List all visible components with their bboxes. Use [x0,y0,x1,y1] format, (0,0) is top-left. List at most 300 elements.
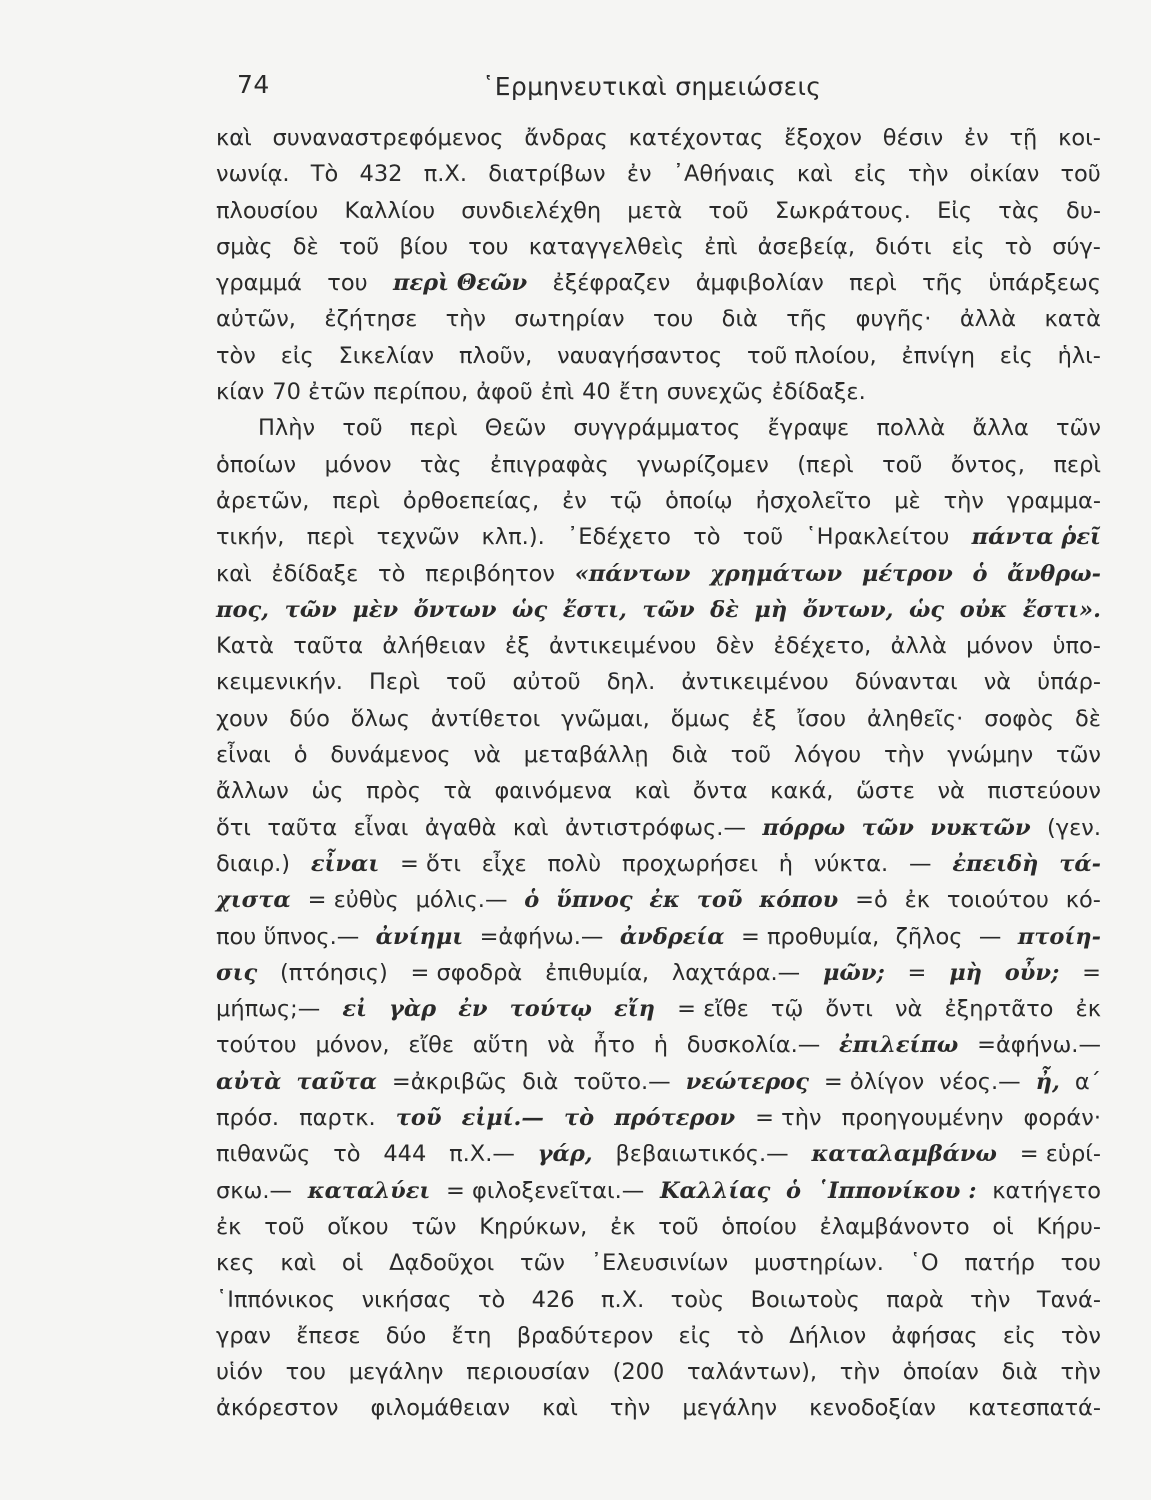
word: τῶν [520,1250,565,1277]
text-line [216,1318,1101,1354]
word: διὰ [1001,1359,1038,1386]
word: φιλομάθειαν [370,1395,511,1422]
word: α΄ [1074,1068,1101,1095]
emphasized-term: τούτῳ [509,996,592,1023]
word: αὐτοῦ [512,669,581,696]
word: μὲ [894,487,921,514]
emphasized-term: ἐν [458,996,488,1023]
emphasized-term: «πάντων [574,560,691,587]
word: καὶ [280,1250,317,1277]
emphasized-term: περὶ Θεῶν [393,270,528,297]
emphasized-term: ὡς [512,596,548,623]
word: τοῦ [1060,161,1101,188]
word: τοῦ πλοίου, [747,342,877,369]
word: 444 [383,1141,427,1168]
word: πιθανῶς [216,1141,311,1168]
emphasized-term: γάρ, [537,1141,593,1168]
word: βεβαιωτικός.— [615,1141,789,1168]
word: ἔπεσε [296,1322,361,1349]
word: ἔγραψε [767,415,850,442]
word: ᾿Αθήναις [672,161,776,188]
word: ἔτη [618,379,659,406]
word: ἀκόρεστον [216,1395,339,1422]
word: φοράν· [1023,1105,1101,1132]
word: νὰ [983,669,1012,696]
word: νὰ [894,996,923,1023]
emphasized-term: ὕπνος [556,887,633,914]
word: τοῦ [446,669,487,696]
emphasized-term: τοῦ [696,887,743,914]
word: ὄντος, [950,451,1025,478]
word: Σωκράτους. [774,197,911,224]
word: — [978,923,1002,950]
word: συνεχῶς [666,379,764,406]
text-line [216,556,1101,592]
word: περὶ [409,415,458,442]
word: τοῦ [742,524,784,551]
text-line [216,592,1101,628]
word: ὀρθοεπείας, [402,487,540,514]
word: ἄλλων [216,778,289,805]
text-line [216,447,1101,483]
word: τοῦ [730,742,772,769]
text-line [216,919,1101,955]
word: ὅλως [350,705,410,732]
word: = εὑρί- [1019,1141,1101,1168]
word: μεγάλην [348,1359,444,1386]
word: ἔξοχον [784,125,862,151]
word: ἀλλὰ [959,306,1017,333]
word: μόνον, [315,1032,390,1059]
word: ἐκ [1075,996,1101,1023]
word: π.Χ. [601,1286,645,1313]
emphasized-term: ἄνθρω- [1007,560,1101,587]
word: τὴν [884,742,925,769]
word: νὰ [937,778,965,805]
emphasized-term: πάντα ῥεῖ [971,524,1101,551]
word: χουν [216,705,269,732]
emphasized-term: ἐκ [649,887,680,914]
emphasized-term: ἐπιλείπω [839,1032,959,1059]
emphasized-term: εἶναι [310,850,380,877]
word: κατεσπατά- [968,1395,1101,1422]
word: ἐκ [610,1213,636,1240]
word: εἶχε [481,850,527,877]
emphasized-term: σις [216,959,258,986]
word: ταῦτα [293,633,364,660]
word: = [907,959,927,986]
word: τὸ [693,524,721,551]
word: εἶναι [353,814,409,841]
word: τοῦτο.— [573,1068,671,1095]
word: διὰ [522,1068,559,1095]
word: του [468,233,509,260]
page-number: 74 [237,70,270,99]
word: ἐλαμβάνοντο [819,1213,970,1240]
word: ᾿Εδέχετο [567,524,671,551]
emphasized-term: πόρρω [762,814,846,841]
word: ὅμως [670,705,731,732]
word: = προθυμία, [740,923,880,950]
text-line [216,664,1101,700]
word: καὶ [512,814,549,841]
word: ἡ [778,850,794,877]
emphasized-term: ὄντων, [802,596,894,623]
text-line [216,1100,1101,1136]
word: Κατὰ [216,633,274,660]
emphasized-term: τῶν [642,596,695,623]
word: διὰ [671,742,708,769]
word: ἀφοῦ [476,379,533,406]
word: δὲ [292,233,319,260]
word: μήπως;— [216,996,321,1023]
word: ἦτο [593,1032,635,1059]
text-line [216,374,1101,410]
emphasized-term: ταῦτα [296,1068,377,1095]
word: ἐπὶ [540,379,575,406]
word: δύνανται [854,669,958,696]
word: ἴσου [797,705,847,732]
word: τὴν [970,1286,1011,1313]
word: ἐπιθυμία, [545,959,650,986]
word: νωνίᾳ. [216,161,290,188]
word: ὄντι [825,996,873,1023]
word: ὅτι [216,814,251,841]
text-line [216,120,1101,156]
emphasized-term: εἰμί.— [461,1105,544,1132]
word: νὰ [473,742,501,769]
word: δυ- [1066,197,1101,224]
word: = εὐθὺς [307,887,399,914]
word: Βοιωτοὺς [750,1286,860,1313]
emphasized-term: οὐκ [959,596,1008,623]
word: ἐκ [904,887,931,914]
word: τὴν [609,1395,651,1422]
word: ἀληθεῖς· [867,705,964,732]
word: βραδύτερον [516,1322,654,1349]
word: κειμενικήν. [216,669,343,696]
word: τῇ [1009,125,1038,151]
word: ταλάντων), [687,1359,817,1386]
emphasized-term: χιστα [216,887,291,914]
word: τοῦ [882,451,923,478]
word: Κήρυ- [1036,1213,1101,1240]
text-line [216,265,1101,301]
word: συγγράμματος [573,415,741,442]
word: λαχτάρα.— [671,959,801,986]
emphasized-term: ὁ [972,560,988,587]
word: ῾Ηρακλείτου [805,524,950,551]
word: π.Χ.— [449,1141,515,1168]
word: νὰ [547,1032,575,1059]
word: νύκτα. [813,850,889,877]
emphasized-term: πτοίη- [1017,923,1101,950]
word: του [1060,1250,1101,1277]
emphasized-term: Καλλίας [659,1177,771,1204]
word: εἶναι [216,742,271,769]
word: τῆς [786,306,828,333]
word: 426 [531,1286,575,1313]
word: — [909,850,932,877]
word: = εἴθε [677,996,749,1023]
word: φυγῆς· [855,306,932,333]
emphasized-term: εἴη [614,996,655,1023]
word: νέος.— [939,1068,1021,1095]
word: μεγάλην [682,1395,778,1422]
word: τῶν [1056,742,1101,769]
word: ἀλήθειαν [382,633,486,660]
word: ἠσχολεῖτο [755,487,872,514]
emphasized-term: ἐπειδὴ [952,850,1039,877]
word: ταῦτα [267,814,338,841]
word: τοῦ [264,1213,305,1240]
word: ἐκ [216,1213,242,1240]
word: τὴν [839,1359,881,1386]
word: ἀμφιβολίαν [695,270,824,297]
word: προχωρήσει [621,850,758,877]
word: =ἀκριβῶς [391,1068,508,1095]
word: αὐτῶν, [216,306,296,333]
word: Περὶ [369,669,420,696]
word: ὥστε [856,778,915,805]
text-line [216,229,1101,265]
word: τῶν [411,1213,457,1240]
word: τὸ [736,1322,765,1349]
word: (πτόησις) [279,959,388,986]
text-line [216,410,1101,446]
word: οἴκου [327,1213,389,1240]
text-line [216,955,1101,991]
word: τῷ [609,487,643,514]
word: τὸ [333,1141,361,1168]
emphasized-term: καταλύει [307,1177,431,1204]
emphasized-term: ἀνδρεία [619,923,725,950]
word: τὰς [998,197,1040,224]
word: τὸ [1004,233,1033,260]
word: ἐν [963,125,989,151]
word: οἱ [992,1213,1014,1240]
word: ἐξ [751,705,777,732]
text-line [216,1064,1101,1100]
word: Θεῶν [484,415,547,442]
word: πλοῦν, [458,342,533,369]
text-line [216,338,1101,374]
word: ναυαγήσαντος [557,342,723,369]
word: τοῦ [658,1213,699,1240]
emphasized-term: νυκτῶν [930,814,1031,841]
word: κατέχοντας [628,125,764,151]
word: περίπου, [373,379,469,406]
word: ἐν [562,487,587,514]
emphasized-term: πρότερον [614,1105,736,1132]
word: τὴν [943,487,984,514]
text-line [216,628,1101,664]
word: τοῦ [708,197,749,224]
word: ὑπάρ- [1037,669,1101,696]
emphasized-term: μέτρον [861,560,953,587]
word: κατήγετο [992,1177,1101,1204]
word: ἄλλα [972,415,1029,442]
emphasized-term: δὲ [710,596,739,623]
word: οἱ [341,1250,364,1277]
word: καὶ [796,161,833,188]
word: καταγγελθεὶς [528,233,685,260]
word: κες [216,1250,255,1277]
word: Δήλιον [789,1322,867,1349]
emphasized-term: μὴ [754,596,788,623]
emphasized-term: οὖν; [1004,959,1060,986]
word: δυσκολία.— [686,1032,821,1059]
word: τὴν [908,161,949,188]
word: (γεν. [1047,814,1101,841]
word: διαιρ.) [216,850,291,877]
word: δυνάμενος [330,742,451,769]
commentary-text [216,120,1101,1427]
word: διὰ [721,306,758,333]
word: τὸν [216,342,256,369]
word: μυστηρίων. [754,1250,884,1277]
word: Σικελίαν [338,342,435,369]
word: εἰς [951,233,985,260]
word: = [1082,959,1101,986]
text-line [216,301,1101,337]
emphasized-term: ὡς [909,596,945,623]
word: εἰς [280,342,314,369]
emphasized-term: τῶν [284,596,337,623]
word: τικήν, [216,524,285,551]
emphasized-term: κόπου [759,887,839,914]
emphasized-term: ῾Ιππονίκου : [816,1177,977,1204]
word: διότι [875,233,932,260]
word: νικήσας [361,1286,452,1313]
word: ῾Ο [909,1250,939,1277]
word: ἐξηρτᾶτο [944,996,1054,1023]
word: πρὸς [366,778,421,805]
word: ἀντικειμένου [681,669,829,696]
word: = ὀλίγον [823,1068,925,1095]
emphasized-term: γὰρ [389,996,437,1023]
word: τούτου [216,1032,297,1059]
word: δύο [385,1322,427,1349]
word: κλπ.). [481,524,545,551]
text-line [216,882,1101,918]
word: γραν [216,1322,271,1349]
emphasized-term: τῶν [861,814,914,841]
word: διατρίβων [488,161,606,188]
word: ἀφήσας [891,1322,978,1349]
word: ζῆλος [895,923,963,950]
word: τὰς [420,451,462,478]
word: τὴν [1060,1359,1101,1386]
word: τεχνῶν [376,524,460,551]
text-line [216,1282,1101,1318]
text-line [216,1209,1101,1245]
word: ἀλλὰ [890,633,947,660]
word: ἐζήτησε [324,306,418,333]
word: (200 [612,1359,665,1386]
word: ὄντα [692,778,748,805]
word: κενοδοξίαν [809,1395,936,1422]
word: = τὴν [755,1105,822,1132]
word: τοιούτου [946,887,1049,914]
word: τὸ [378,560,406,587]
emphasized-term: μὴ [949,959,983,986]
emphasized-term: νεώτερος [685,1068,809,1095]
word: ἐν [626,161,652,188]
emphasized-term: μῶν; [822,959,885,986]
word: περὶ [849,270,897,297]
word: Δᾳδοῦχοι [389,1250,495,1277]
word: μεταβάλλῃ [523,742,649,769]
text-line [216,1390,1101,1426]
word: μόλις.— [415,887,508,914]
text-line [216,991,1101,1027]
emphasized-term: μὲν [352,596,399,623]
word: υἱόν [216,1359,263,1386]
word: πιστεύουν [987,778,1101,805]
word: σκω.— [216,1177,293,1204]
word: φαινόμενα [494,778,612,805]
emphasized-term: τοῦ [395,1105,442,1132]
word: αὕτη [472,1032,529,1059]
word: ὑπάρξεως [988,270,1101,297]
word: περιουσίαν [466,1359,590,1386]
text-line [216,773,1101,809]
word: ὑπο- [1052,633,1101,660]
word: ἡ [653,1032,669,1059]
word: εἰς [853,161,887,188]
word: γραμμα- [1006,487,1101,514]
word: περὶ [332,487,380,514]
word: κό- [1065,887,1101,914]
word: πρόσ. [216,1105,280,1132]
emphasized-term: τὸ [563,1105,595,1132]
word: ὁποίων [216,451,297,478]
text-line [216,519,1101,555]
word: ἡλι- [1057,342,1101,369]
word: τὸν [1061,1322,1101,1349]
word: καὶ [542,1395,578,1422]
emphasized-term: ὁ [786,1177,802,1204]
word: ὁποίῳ [665,487,733,514]
word: κατὰ [1044,306,1101,333]
word: καὶ [634,778,671,805]
word: σμὰς [216,233,273,260]
word: = φιλοξενεῖται.— [446,1177,645,1204]
word: ὁποίαν [902,1359,979,1386]
text-line [216,701,1101,737]
word: ἐξέφραζεν [552,270,671,297]
word: ἀσεβείᾳ, [757,233,856,260]
word: εἰς [678,1322,712,1349]
word: =ὁ [855,887,888,914]
word: ᾿Ελευσινίων [590,1250,729,1277]
word: ὁ [293,742,308,769]
word: γνῶμαι, [561,705,650,732]
word: 40 [582,379,611,406]
word: κακά, [770,778,834,805]
word: εἰς [999,342,1033,369]
word: δηλ. [606,669,656,696]
text-line [216,810,1101,846]
word: τοῦ [342,415,383,442]
word: ὡς [311,778,344,805]
word: ἐπὶ [704,233,738,260]
word: ἀντίθετοι [430,705,541,732]
word: θέσιν [882,125,944,151]
word: Εἰς [937,197,973,224]
word: πολὺ [547,850,602,877]
